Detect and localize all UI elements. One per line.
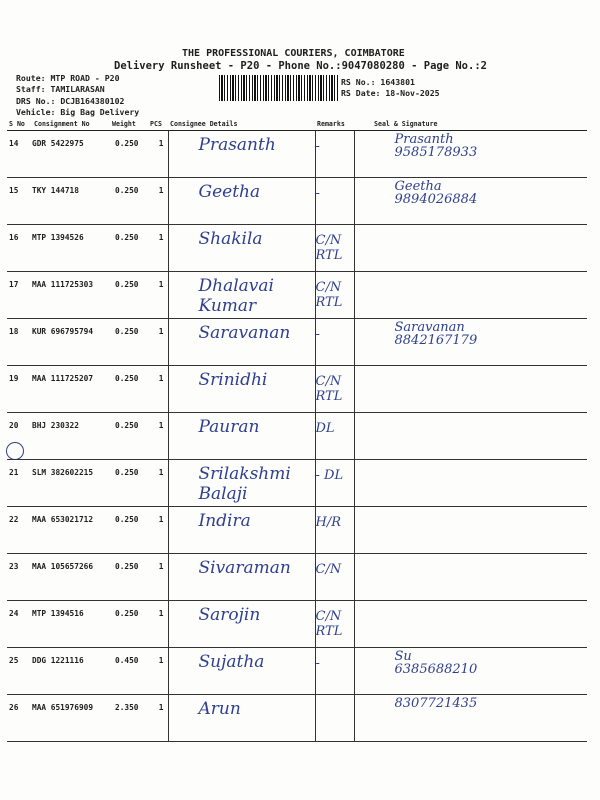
cell-sno: 19 (7, 366, 32, 413)
cell-consignment-no: MAA 651976909 (32, 695, 110, 742)
cell-consignment-no: KUR 696795794 (32, 319, 110, 366)
signature-handwriting: Saravanan (394, 320, 465, 335)
cell-signature (354, 272, 587, 319)
cell-pcs: 1 (148, 319, 168, 366)
consignee-handwriting: Saravanan (198, 323, 291, 343)
cell-pcs: 1 (148, 366, 168, 413)
remarks-handwriting: C/N (315, 562, 342, 577)
company-title: THE PROFESSIONAL COURIERS, COIMBATORE (182, 48, 405, 59)
cell-sno: 14 (7, 131, 32, 178)
cell-sno: 16 (7, 225, 32, 272)
cell-weight: 0.250 (110, 272, 148, 319)
cell-weight: 0.250 (110, 601, 148, 648)
table-row (7, 131, 587, 178)
cell-consignment-no: MAA 111725207 (32, 366, 110, 413)
cell-consignee (168, 460, 315, 507)
remarks-handwriting: H/R (315, 515, 342, 530)
cell-weight: 0.250 (110, 131, 148, 178)
cell-sno: 24 (7, 601, 32, 648)
cell-remarks (315, 460, 354, 507)
cell-sno: 20 (7, 413, 32, 460)
route-label: Route: MTP ROAD - P20 (16, 73, 120, 83)
cell-remarks (315, 507, 354, 554)
cell-consignment-no: SLM 382602215 (32, 460, 110, 507)
cell-weight: 0.250 (110, 413, 148, 460)
signature-handwriting: Geetha (394, 179, 442, 194)
cell-remarks (315, 319, 354, 366)
cell-consignee (168, 178, 315, 225)
signature-handwriting: 8307721435 (394, 696, 478, 711)
table-row (7, 413, 587, 460)
rs-date: RS Date: 18-Nov-2025 (341, 88, 440, 98)
cell-consignment-no: MTP 1394516 (32, 601, 110, 648)
cell-consignment-no: TKY 144718 (32, 178, 110, 225)
cell-consignment-no: DDG 1221116 (32, 648, 110, 695)
cell-remarks (315, 178, 354, 225)
signature-handwriting: Su (394, 649, 412, 664)
cell-signature (354, 366, 587, 413)
cell-sno: 17 (7, 272, 32, 319)
cell-consignment-no: MTP 1394526 (32, 225, 110, 272)
remarks-handwriting: C/N RTL (315, 233, 343, 263)
remarks-handwriting: - DL (315, 468, 344, 483)
cell-consignment-no: MAA 111725303 (32, 272, 110, 319)
runsheet-table (7, 120, 587, 742)
remarks-handwriting: - (315, 139, 320, 154)
cell-remarks (315, 413, 354, 460)
table-row (7, 695, 587, 742)
cell-weight: 0.250 (110, 225, 148, 272)
consignee-handwriting: Pauran (198, 417, 260, 437)
signature-handwriting: 9585178933 (394, 145, 478, 160)
table-row (7, 601, 587, 648)
cell-pcs: 1 (148, 601, 168, 648)
cell-weight: 0.250 (110, 366, 148, 413)
cell-signature (354, 131, 587, 178)
remarks-handwriting: DL (315, 421, 335, 436)
cell-pcs: 1 (148, 554, 168, 601)
cell-pcs: 1 (148, 507, 168, 554)
cell-consignee (168, 272, 315, 319)
cell-consignee (168, 695, 315, 742)
cell-sno: 15 (7, 178, 32, 225)
cell-signature (354, 413, 587, 460)
cell-remarks (315, 601, 354, 648)
col-consignee: Consignee Details (168, 120, 315, 131)
cell-consignee (168, 507, 315, 554)
cell-consignee (168, 648, 315, 695)
consignee-handwriting: Shakila (198, 229, 263, 249)
cell-pcs: 1 (148, 695, 168, 742)
vehicle-label: Vehicle: Big Bag Delivery (16, 107, 140, 117)
cell-signature (354, 460, 587, 507)
consignee-handwriting: Dhalavai Kumar (198, 276, 274, 316)
table-row (7, 648, 587, 695)
remarks-handwriting: C/N RTL (315, 374, 343, 404)
cell-remarks (315, 648, 354, 695)
cell-consignee (168, 225, 315, 272)
cell-consignment-no: MAA 653021712 (32, 507, 110, 554)
table-row (7, 178, 587, 225)
col-signature: Seal & Signature (354, 120, 587, 131)
cell-signature (354, 601, 587, 648)
remarks-handwriting: - (315, 186, 320, 201)
cell-signature (354, 695, 587, 742)
table-row (7, 272, 587, 319)
cell-consignment-no: MAA 105657266 (32, 554, 110, 601)
signature-handwriting: 8842167179 (394, 333, 478, 348)
runsheet-title: Delivery Runsheet - P20 - Phone No.:9047080280 - Page No.:2 (114, 60, 487, 72)
cell-consignee (168, 131, 315, 178)
col-consignment: Consignment No (32, 120, 110, 131)
cell-consignment-no: BHJ 230322 (32, 413, 110, 460)
cell-signature (354, 319, 587, 366)
remarks-handwriting: - (315, 656, 320, 671)
table-row (7, 554, 587, 601)
cell-remarks (315, 366, 354, 413)
cell-consignee (168, 319, 315, 366)
signature-handwriting: 6385688210 (394, 662, 478, 677)
table-row (7, 507, 587, 554)
consignee-handwriting: Sujatha (198, 652, 265, 672)
table-row (7, 319, 587, 366)
col-weight: Weight (110, 120, 148, 131)
remarks-handwriting: - (315, 327, 320, 342)
consignee-handwriting: Arun (198, 699, 241, 719)
cell-consignee (168, 554, 315, 601)
cell-weight: 0.250 (110, 507, 148, 554)
cell-remarks (315, 554, 354, 601)
table-header (7, 120, 587, 131)
consignee-handwriting: Sarojin (198, 605, 261, 625)
cell-sno: 21 (7, 460, 32, 507)
barcode (219, 75, 338, 101)
table-row (7, 460, 587, 507)
consignee-handwriting: Sivaraman (198, 558, 291, 578)
cell-signature (354, 507, 587, 554)
cell-signature (354, 648, 587, 695)
signature-handwriting: 9894026884 (394, 192, 478, 207)
cell-consignee (168, 366, 315, 413)
cell-pcs: 1 (148, 225, 168, 272)
col-pcs: PCS (148, 120, 168, 131)
cell-consignment-no: GDR 5422975 (32, 131, 110, 178)
cell-weight: 2.350 (110, 695, 148, 742)
remarks-handwriting: C/N RTL (315, 609, 343, 639)
cell-consignee (168, 601, 315, 648)
rs-number: RS No.: 1643801 (341, 77, 415, 87)
cell-weight: 0.250 (110, 319, 148, 366)
col-remarks: Remarks (315, 120, 354, 131)
cell-pcs: 1 (148, 460, 168, 507)
cell-pcs: 1 (148, 131, 168, 178)
consignee-handwriting: Geetha (198, 182, 261, 202)
drs-label: DRS No.: DCJB164380102 (16, 96, 125, 106)
cell-signature (354, 178, 587, 225)
table-row (7, 225, 587, 272)
cell-signature (354, 225, 587, 272)
consignee-handwriting: Srinidhi (198, 370, 268, 390)
cell-weight: 0.250 (110, 460, 148, 507)
cell-sno: 25 (7, 648, 32, 695)
cell-remarks (315, 225, 354, 272)
cell-sno: 23 (7, 554, 32, 601)
cell-remarks (315, 131, 354, 178)
consignee-handwriting: Indira (198, 511, 251, 531)
cell-pcs: 1 (148, 178, 168, 225)
cell-weight: 0.250 (110, 178, 148, 225)
cell-sno: 26 (7, 695, 32, 742)
cell-signature (354, 554, 587, 601)
cell-remarks (315, 272, 354, 319)
cell-remarks (315, 695, 354, 742)
cell-pcs: 1 (148, 648, 168, 695)
staff-label: Staff: TAMILARASAN (16, 84, 105, 94)
cell-weight: 0.450 (110, 648, 148, 695)
consignee-handwriting: Srilakshmi Balaji (198, 464, 291, 504)
signature-handwriting: Prasanth (394, 132, 454, 147)
cell-pcs: 1 (148, 272, 168, 319)
table-row (7, 366, 587, 413)
col-sno: S No (7, 120, 32, 131)
cell-sno: 22 (7, 507, 32, 554)
cell-weight: 0.250 (110, 554, 148, 601)
cell-sno: 18 (7, 319, 32, 366)
cell-consignee (168, 413, 315, 460)
consignee-handwriting: Prasanth (198, 135, 276, 155)
remarks-handwriting: C/N RTL (315, 280, 343, 310)
cell-pcs: 1 (148, 413, 168, 460)
